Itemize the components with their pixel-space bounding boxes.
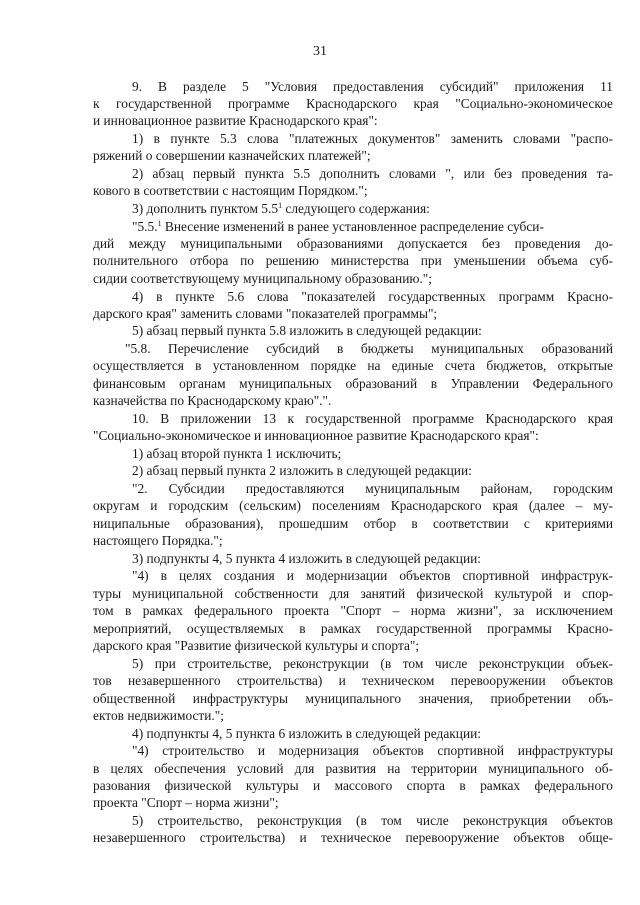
paragraph-line: ниципальные образования), прошедшим отбор в соответствии с критериями	[93, 516, 613, 531]
paragraph-line: полнительного отбора по решению министерства при уменьшении объема суб-	[93, 253, 613, 268]
line-text: 3) дополнить пунктом 5.5	[132, 201, 279, 216]
line-text: Внесение изменений в ранее установленное распределение субси-	[161, 219, 544, 234]
paragraph-line: в целях обеспечения условий для развития на территории муниципального об-	[93, 761, 613, 776]
paragraph-line: 5) при строительстве, реконструкции (в том числе реконструкции объек-	[132, 656, 613, 671]
paragraph-line: 4) подпункты 4, 5 пункта 6 изложить в следующей редакции:	[132, 726, 481, 741]
paragraph-line: казначейства по Краснодарскому краю".".	[93, 393, 332, 408]
paragraph-line: округам и городским (сельским) поселениям Краснодарского края (далее – му-	[93, 498, 613, 513]
paragraph-line: 5) строительство, реконструкция (в том числе реконструкция объектов	[132, 813, 613, 828]
paragraph-line: настоящего Порядка.";	[93, 533, 223, 548]
paragraph-line: финансовым органам муниципальных образований в Управлении Федерального	[93, 376, 613, 391]
paragraph-line: кового в соответствии с настоящим Порядком.";	[93, 183, 368, 198]
paragraph-line: "4) в целях создания и модернизации объектов спортивной инфраструк-	[132, 568, 613, 583]
paragraph-line: "2. Субсидии предоставляются муниципальным районам, городским	[132, 481, 613, 496]
paragraph-line	[132, 200, 613, 217]
line-text: "5.5.	[132, 219, 158, 234]
paragraph-line: "5.8. Перечисление субсидий в бюджеты муниципальных образований	[125, 341, 613, 356]
paragraph-line: 2) абзац первый пункта 5.5 дополнить словами ", или без проведения та-	[132, 166, 613, 181]
paragraph-line: мероприятий, осуществляемых в рамках государственной программы Красно-	[93, 621, 613, 636]
paragraph-line: 5) абзац первый пункта 5.8 изложить в следующей редакции:	[132, 323, 482, 338]
paragraph-line: разования физической культуры и массового спорта в рамках федерального	[93, 778, 613, 793]
paragraph-line: проекта "Спорт – норма жизни";	[93, 795, 279, 810]
paragraph-line: к государственной программе Краснодарского края "Социально-экономическое	[93, 96, 613, 111]
paragraph-line: 1) абзац второй пункта 1 исключить;	[132, 446, 342, 461]
superscript: 1	[157, 219, 162, 228]
paragraph-line: сидии соответствующему муниципальному образованию.";	[93, 271, 432, 286]
line-text: следующего содержания:	[282, 201, 430, 216]
paragraph-line: общественной инфраструктуры муниципального значения, приобретении объ-	[93, 691, 613, 706]
paragraph-line: 10. В приложении 13 к государственной программе Краснодарского края	[132, 411, 613, 426]
paragraph-line: том в рамках федерального проекта "Спорт – норма жизни", за исключением	[93, 603, 613, 618]
paragraph-line: дарского края "Развитие физической культуры и спорта";	[93, 638, 420, 653]
paragraph-line: 1) в пункте 5.3 слова "платежных документов" заменить словами "распо-	[132, 131, 613, 146]
paragraph-line: дарского края" заменить словами "показателей программы";	[93, 306, 438, 321]
paragraph-line	[132, 218, 613, 235]
paragraph-line: 3) подпункты 4, 5 пункта 4 изложить в следующей редакции:	[132, 551, 481, 566]
paragraph-line: ряжений о совершении казначейских платежей";	[93, 148, 371, 163]
paragraph-line: 9. В разделе 5 "Условия предоставления субсидий" приложения 11	[132, 79, 613, 94]
paragraph-line: дий между муниципальными образованиями допускается без проведения до-	[93, 236, 613, 251]
page-number: 31	[313, 44, 327, 59]
paragraph-line: 2) абзац первый пункта 2 изложить в следующей редакции:	[132, 463, 472, 478]
paragraph-line: 4) в пункте 5.6 слова "показателей государственных программ Красно-	[132, 289, 613, 304]
paragraph-line: незавершенного строительства) и техническое перевооружение объектов обще-	[93, 830, 613, 845]
paragraph-line: "4) строительство и модернизация объектов спортивной инфраструктуры	[132, 743, 613, 758]
paragraph-line: "Социально-экономическое и инновационное развитие Краснодарского края":	[93, 428, 539, 443]
superscript: 1	[278, 201, 283, 210]
paragraph-line: туры муниципальной собственности для занятий физической культурой и спор-	[93, 586, 613, 601]
paragraph-line: и инновационное развитие Краснодарского края":	[93, 113, 378, 128]
paragraph-line: ектов недвижимости.";	[93, 708, 224, 723]
paragraph-line: тов незавершенного строительства) и техническом перевооружении объектов	[93, 673, 613, 688]
paragraph-line: осуществляется в установленном порядке на единые счета бюджетов, открытые	[93, 358, 613, 373]
